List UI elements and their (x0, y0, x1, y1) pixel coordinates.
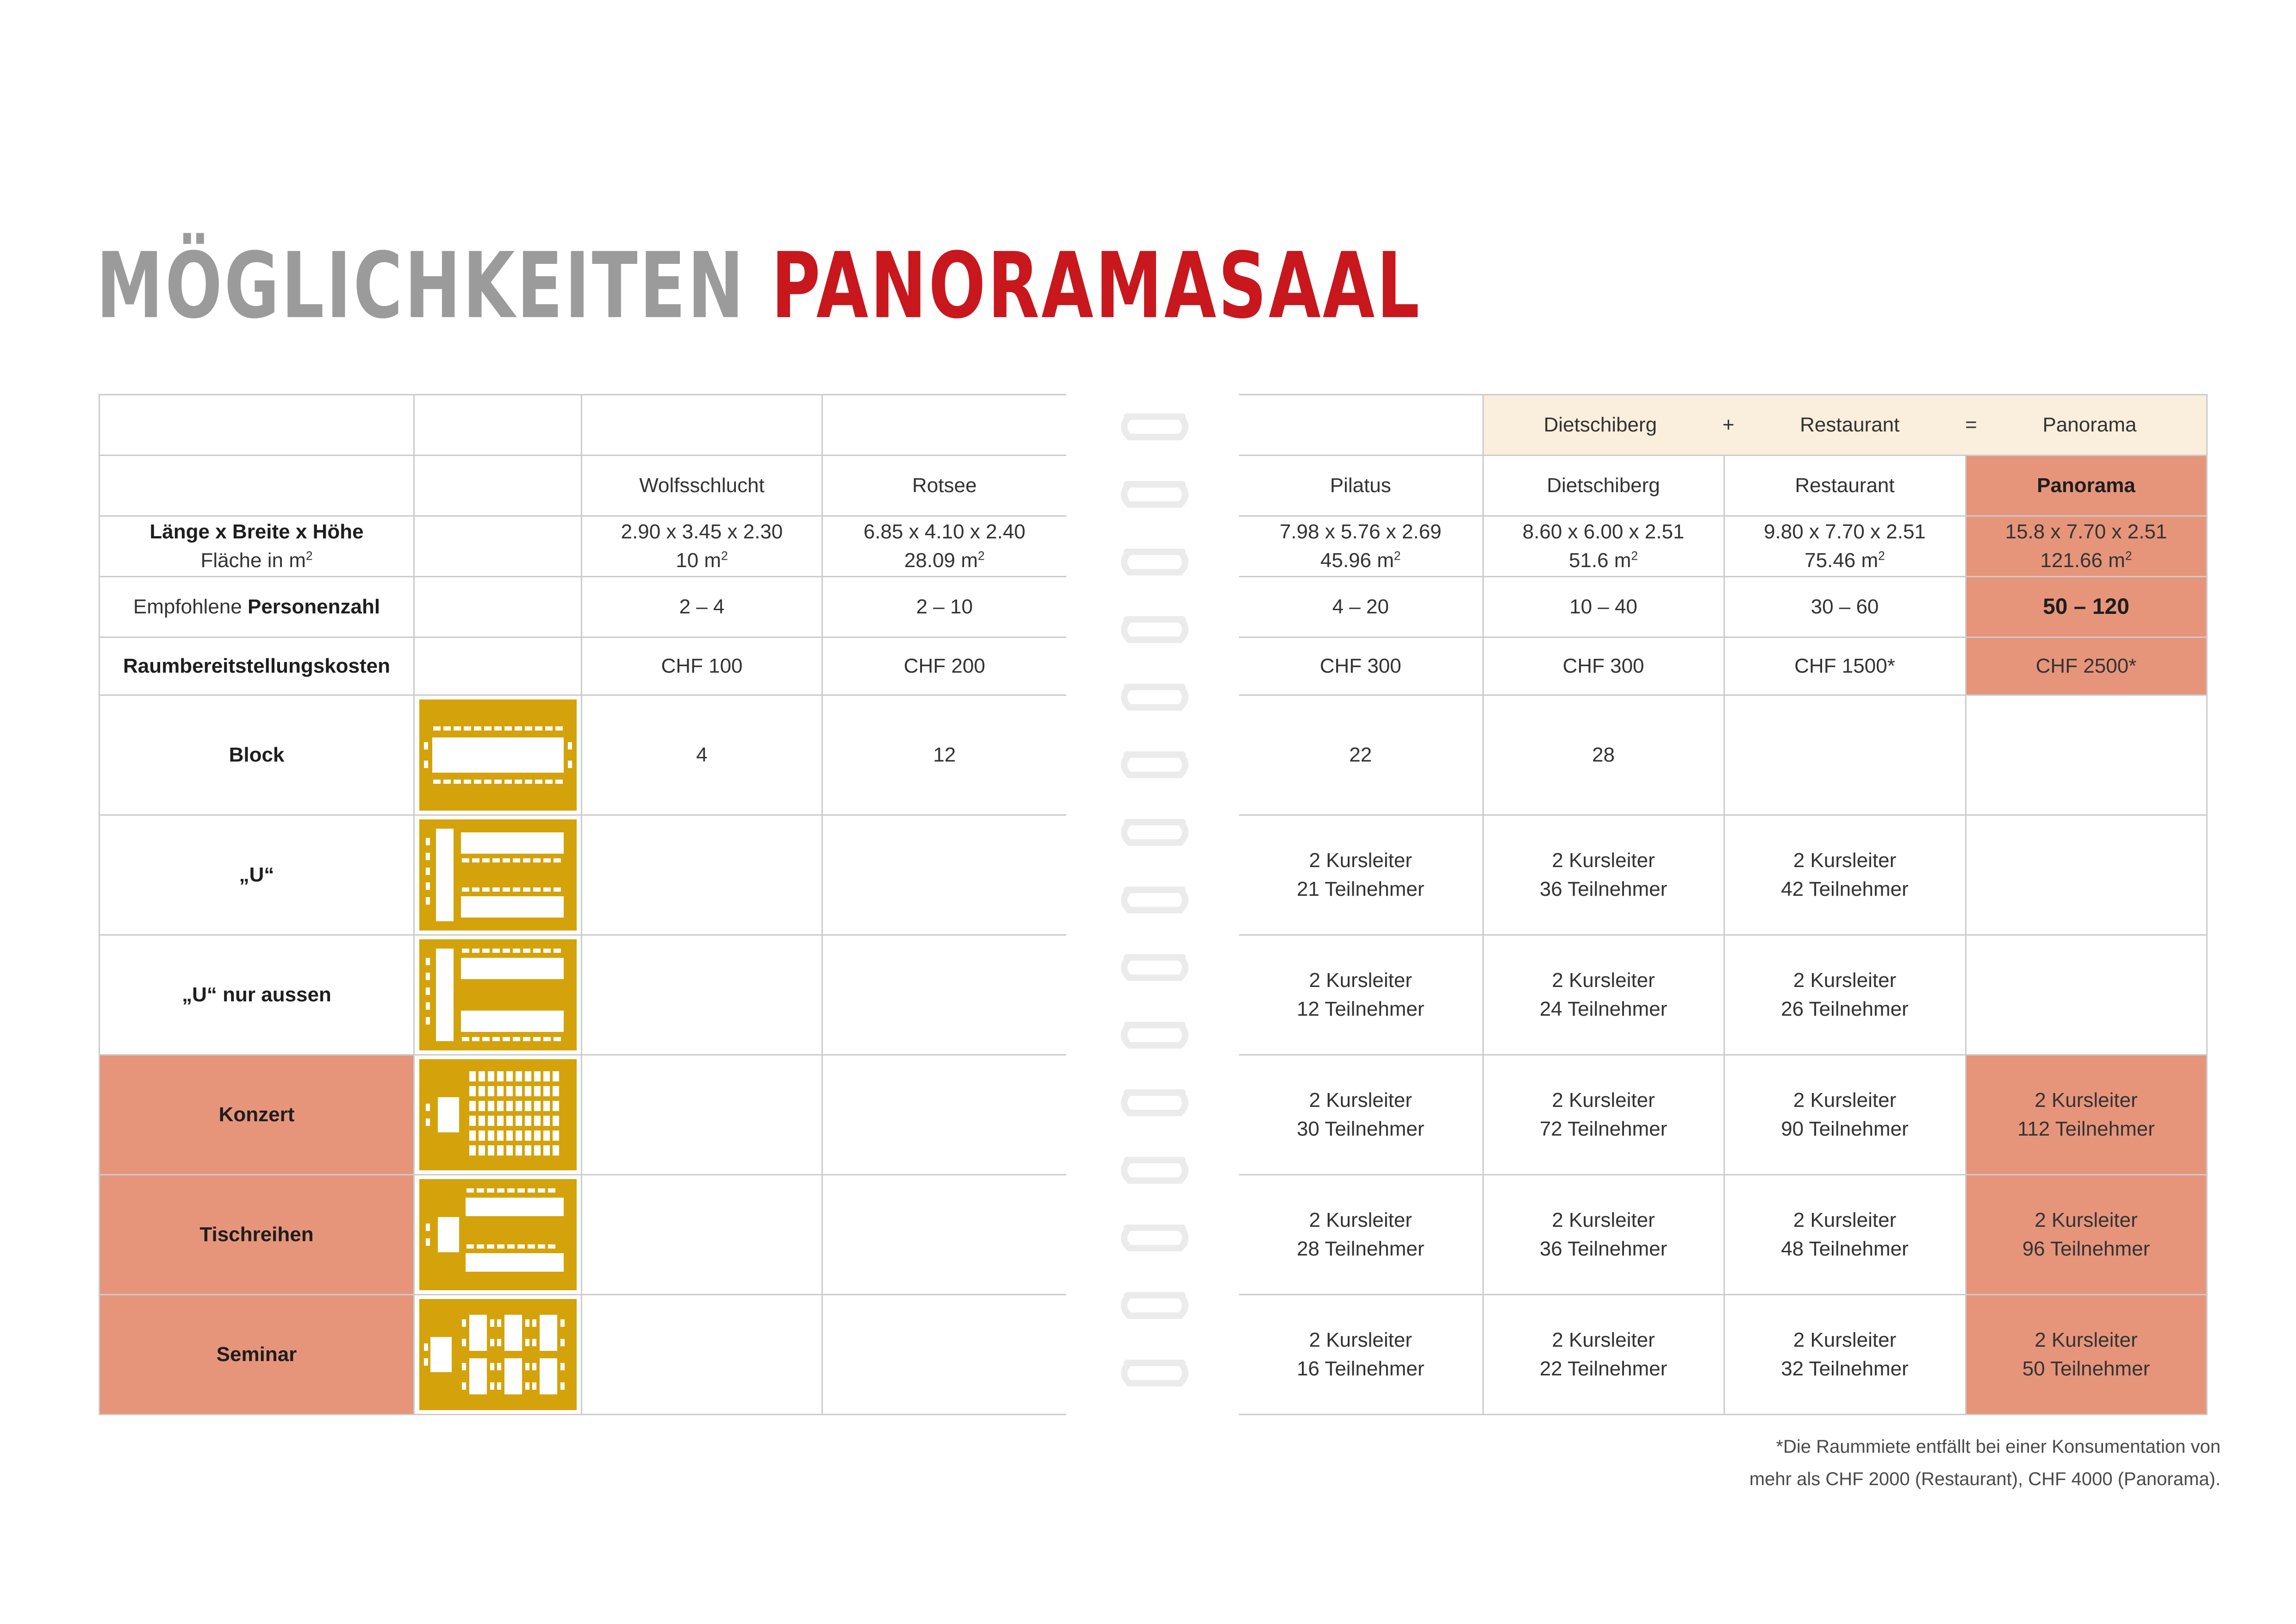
page-title (96, 233, 1422, 339)
seminar-restaurant: 2 Kursleiter 32 Teilnehmer (1724, 1295, 1966, 1415)
room-names-row-right (1239, 456, 2207, 516)
persons-row-right (1239, 577, 2207, 637)
room-combination-formula: Dietschiberg + Restaurant = Panorama (1483, 395, 2207, 456)
block-pilatus: 22 (1239, 695, 1483, 815)
cost-dietschiberg: CHF 300 (1483, 637, 1724, 695)
capacity-table-left (99, 394, 1066, 1415)
dims-dietschiberg: 8.60 x 6.00 x 2.51 51.6 $m^2$ (1483, 516, 1724, 577)
u-layout-icon (419, 819, 577, 931)
room-name-wolfsschlucht: Wolfsschlucht (582, 456, 822, 516)
concert-layout-icon (419, 1059, 577, 1170)
u-outside-restaurant: 2 Kursleiter 26 Teilnehmer (1724, 935, 1966, 1055)
dimensions-row (100, 516, 1066, 577)
persons-restaurant: 30 – 60 (1724, 577, 1966, 637)
room-name-restaurant: Restaurant (1724, 456, 1966, 516)
persons-panorama: 50 – 120 (1966, 577, 2207, 637)
persons-row (100, 577, 1066, 637)
concert-restaurant: 2 Kursleiter 90 Teilnehmer (1724, 1055, 1966, 1175)
dims-panorama: 15.8 x 7.70 x 2.51 121.66 $m^2$ (1966, 516, 2207, 577)
room-names-row (100, 456, 1066, 516)
dims-restaurant: 9.80 x 7.70 x 2.51 75.46 $m^2$ (1724, 516, 1966, 577)
seminar-label: Seminar (100, 1295, 414, 1415)
concert-dietschiberg: 2 Kursleiter 72 Teilnehmer (1483, 1055, 1724, 1175)
cost-row (100, 637, 1066, 695)
seminar-panorama: 2 Kursleiter 50 Teilnehmer (1966, 1295, 2207, 1415)
cost-rotsee: CHF 200 (822, 637, 1066, 695)
title-part-gray: MÖGLICHKEITEN (96, 233, 746, 339)
concert-label: Konzert (100, 1055, 414, 1175)
block-wolfsschlucht: 4 (582, 695, 822, 815)
u-outside-row (100, 935, 1066, 1055)
persons-dietschiberg: 10 – 40 (1483, 577, 1724, 637)
seminar-layout-icon (419, 1299, 577, 1410)
block-rotsee: 12 (822, 695, 1066, 815)
rows-panorama: 2 Kursleiter 96 Teilnehmer (1966, 1175, 2207, 1295)
rows-row-right (1239, 1175, 2207, 1295)
concert-row (100, 1055, 1066, 1175)
dims-pilatus: 7.98 x 5.76 x 2.69 45.96 $m^2$ (1239, 516, 1483, 577)
persons-rotsee: 2 – 10 (822, 577, 1066, 637)
room-name-pilatus: Pilatus (1239, 456, 1483, 516)
persons-pilatus: 4 – 20 (1239, 577, 1483, 637)
seminar-dietschiberg: 2 Kursleiter 22 Teilnehmer (1483, 1295, 1724, 1415)
dims-wolfsschlucht: 2.90 x 3.45 x 2.30 10 $m^2$ (582, 516, 822, 577)
cost-label: Raumbereitstellungskosten (100, 637, 414, 695)
cost-panorama: CHF 2500* (1966, 637, 2207, 695)
concert-pilatus: 2 Kursleiter 30 Teilnehmer (1239, 1055, 1483, 1175)
u-row-right (1239, 815, 2207, 935)
room-name-dietschiberg: Dietschiberg (1483, 456, 1724, 516)
rows-restaurant: 2 Kursleiter 48 Teilnehmer (1724, 1175, 1966, 1295)
cost-row-right (1239, 637, 2207, 695)
spiral-binding-icon (1108, 398, 1201, 1426)
persons-label: Empfohlene Personenzahl (100, 577, 414, 637)
u-outside-layout-icon (419, 939, 577, 1050)
block-dietschiberg: 28 (1483, 695, 1724, 815)
header-empty-row (100, 395, 1066, 456)
u-label: „U“ (100, 815, 414, 935)
u-outside-label: „U“ nur aussen (100, 935, 414, 1055)
rows-pilatus: 2 Kursleiter 28 Teilnehmer (1239, 1175, 1483, 1295)
u-row (100, 815, 1066, 935)
seminar-row (100, 1295, 1066, 1415)
seminar-pilatus: 2 Kursleiter 16 Teilnehmer (1239, 1295, 1483, 1415)
cost-restaurant: CHF 1500* (1724, 637, 1966, 695)
u-dietschiberg: 2 Kursleiter 36 Teilnehmer (1483, 815, 1724, 935)
capacity-table-right (1239, 394, 2208, 1415)
dims-rotsee: 6.85 x 4.10 x 2.40 28.09 $m^2$ (822, 516, 1066, 577)
rows-dietschiberg: 2 Kursleiter 36 Teilnehmer (1483, 1175, 1724, 1295)
u-pilatus: 2 Kursleiter 21 Teilnehmer (1239, 815, 1483, 935)
cost-pilatus: CHF 300 (1239, 637, 1483, 695)
block-row (100, 695, 1066, 815)
block-row-right (1239, 695, 2207, 815)
u-outside-row-right (1239, 935, 2207, 1055)
formula-row (1239, 395, 2207, 456)
concert-panorama: 2 Kursleiter 112 Teilnehmer (1966, 1055, 2207, 1175)
concert-row-right (1239, 1055, 2207, 1175)
title-part-red: PANORAMASAAL (771, 233, 1422, 339)
table-rows-layout-icon (419, 1179, 577, 1290)
dimensions-label: Länge x Breite x Höhe Fläche in $m^2$ (100, 516, 414, 577)
block-layout-icon (419, 700, 577, 811)
dimensions-row-right (1239, 516, 2207, 577)
footnote: *Die Raummiete entfällt bei einer Konsumentation von mehr als CHF 2000 (Restaurant), CHF 4000 (Panorama). (1749, 1437, 2221, 1489)
u-restaurant: 2 Kursleiter 42 Teilnehmer (1724, 815, 1966, 935)
room-name-rotsee: Rotsee (822, 456, 1066, 516)
cost-wolfsschlucht: CHF 100 (582, 637, 822, 695)
block-label: Block (100, 695, 414, 815)
u-outside-dietschiberg: 2 Kursleiter 24 Teilnehmer (1483, 935, 1724, 1055)
rows-label: Tischreihen (100, 1175, 414, 1295)
persons-wolfsschlucht: 2 – 4 (582, 577, 822, 637)
u-outside-pilatus: 2 Kursleiter 12 Teilnehmer (1239, 935, 1483, 1055)
seminar-row-right (1239, 1295, 2207, 1415)
room-name-panorama: Panorama (1966, 456, 2207, 516)
rows-row (100, 1175, 1066, 1295)
